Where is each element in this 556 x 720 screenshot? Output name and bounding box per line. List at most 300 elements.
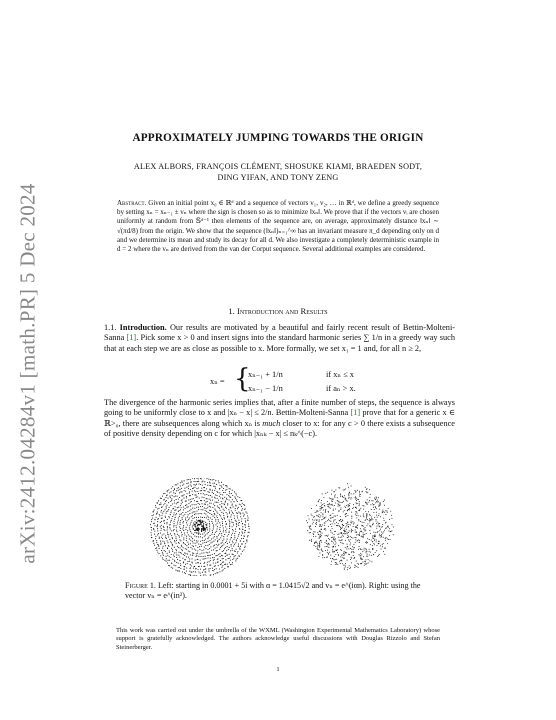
left-plot-point — [208, 479, 209, 480]
left-plot-point — [181, 546, 182, 547]
left-plot-point — [197, 491, 198, 492]
right-plot-point — [311, 508, 312, 509]
left-plot-point — [225, 556, 226, 557]
right-plot-point — [385, 538, 386, 539]
left-plot-point — [181, 553, 182, 554]
left-plot-point — [229, 513, 230, 514]
left-plot-point — [161, 510, 162, 511]
left-plot-point — [227, 503, 228, 504]
left-plot-point — [207, 555, 208, 556]
left-plot-point — [157, 521, 158, 522]
left-plot-point — [182, 485, 183, 486]
left-plot-point — [180, 563, 181, 564]
right-plot-point — [345, 513, 346, 514]
left-plot-point — [164, 541, 165, 542]
right-plot-point — [321, 548, 322, 549]
right-plot-point — [359, 534, 360, 535]
left-plot-point — [167, 519, 168, 520]
right-plot-point — [344, 528, 345, 529]
left-plot-point — [225, 559, 226, 560]
left-plot-point — [242, 523, 243, 524]
right-plot-point — [351, 530, 352, 531]
right-plot-point — [351, 497, 352, 498]
left-plot-point — [189, 491, 190, 492]
left-plot-point — [213, 479, 214, 480]
left-plot-point — [226, 512, 227, 513]
left-plot-point — [185, 517, 186, 518]
left-plot-point — [212, 479, 213, 480]
left-plot-point — [227, 539, 228, 540]
right-plot-point — [366, 552, 367, 553]
right-plot-point — [328, 538, 329, 539]
right-plot-point — [378, 523, 379, 524]
left-plot-point — [155, 505, 156, 506]
left-plot-point — [249, 532, 250, 533]
left-plot-point — [220, 515, 221, 516]
left-plot-point — [209, 523, 210, 524]
right-plot-point — [360, 508, 361, 509]
left-plot-point — [153, 514, 154, 515]
left-plot-point — [208, 495, 209, 496]
left-plot-point — [175, 536, 176, 537]
right-plot-point — [348, 506, 349, 507]
section-heading — [110, 306, 446, 316]
left-plot-point — [223, 550, 224, 551]
right-plot-point — [316, 515, 317, 516]
left-plot-point — [158, 546, 159, 547]
left-plot-point — [213, 528, 214, 529]
right-plot-point — [360, 553, 361, 554]
right-plot-point — [391, 518, 392, 519]
left-plot-point — [169, 517, 170, 518]
left-plot-point — [210, 489, 211, 490]
right-plot-point — [369, 514, 370, 515]
left-plot-point — [241, 500, 242, 501]
right-plot-point — [355, 507, 356, 508]
left-plot-point — [167, 534, 168, 535]
left-plot-point — [231, 510, 232, 511]
left-plot-point — [197, 530, 198, 531]
right-plot-point — [348, 548, 349, 549]
left-plot-point — [205, 534, 206, 535]
left-plot-point — [180, 547, 181, 548]
left-plot-point — [167, 490, 168, 491]
right-plot-point — [352, 530, 353, 531]
left-plot-point — [204, 532, 205, 533]
right-plot-point — [335, 519, 336, 520]
left-plot-point — [185, 564, 186, 565]
left-plot-point — [242, 533, 243, 534]
left-plot-point — [193, 534, 194, 535]
left-plot-point — [195, 550, 196, 551]
right-plot-point — [381, 532, 382, 533]
left-plot-point — [222, 545, 223, 546]
right-plot-point — [356, 503, 357, 504]
left-plot-point — [228, 495, 229, 496]
right-plot-point — [360, 531, 361, 532]
right-plot-point — [375, 506, 376, 507]
right-plot-point — [319, 519, 320, 520]
left-plot-point — [200, 534, 201, 535]
left-plot-point — [158, 544, 159, 545]
right-plot-point — [321, 526, 322, 527]
left-plot-point — [193, 511, 194, 512]
left-plot-point — [197, 520, 198, 521]
right-plot-point — [354, 490, 355, 491]
right-plot-point — [320, 508, 321, 509]
left-plot-point — [214, 534, 215, 535]
right-plot-point — [334, 523, 335, 524]
left-plot-point — [216, 484, 217, 485]
left-plot-point — [160, 502, 161, 503]
right-plot-point — [315, 531, 316, 532]
left-plot-point — [217, 538, 218, 539]
left-plot-point — [201, 550, 202, 551]
left-plot-point — [179, 567, 180, 568]
right-plot-point — [326, 541, 327, 542]
left-plot-point — [159, 504, 160, 505]
left-plot-point — [212, 542, 213, 543]
left-plot-point — [206, 488, 207, 489]
right-plot-point — [325, 530, 326, 531]
right-plot-point — [322, 555, 323, 556]
left-plot-point — [206, 525, 207, 526]
left-plot-point — [170, 505, 171, 506]
right-plot-point — [314, 520, 315, 521]
left-plot-point — [199, 520, 200, 521]
left-plot-point — [235, 555, 236, 556]
left-plot-point — [165, 497, 166, 498]
right-plot-point — [332, 558, 333, 559]
left-plot-point — [153, 511, 154, 512]
left-plot-point — [182, 499, 183, 500]
left-plot-point — [169, 556, 170, 557]
left-plot-point — [194, 484, 195, 485]
left-plot-point — [174, 488, 175, 489]
right-plot-point — [375, 502, 376, 503]
left-plot-point — [229, 562, 230, 563]
left-plot-point — [186, 527, 187, 528]
left-plot-point — [238, 544, 239, 545]
right-plot-point — [339, 520, 340, 521]
right-plot-point — [322, 504, 323, 505]
left-plot-point — [157, 528, 158, 529]
right-plot-point — [344, 531, 345, 532]
right-plot-point — [341, 528, 342, 529]
left-plot-point — [207, 564, 208, 565]
right-plot-point — [349, 541, 350, 542]
right-plot-point — [331, 537, 332, 538]
right-plot-point — [348, 537, 349, 538]
left-plot-point — [196, 507, 197, 508]
left-plot-point — [189, 558, 190, 559]
left-plot-point — [221, 555, 222, 556]
left-plot-point — [199, 549, 200, 550]
left-plot-point — [171, 500, 172, 501]
right-plot-point — [338, 501, 339, 502]
left-plot-point — [192, 504, 193, 505]
right-plot-point — [348, 524, 349, 525]
left-plot-point — [157, 530, 158, 531]
right-plot-point — [351, 531, 352, 532]
left-plot-point — [186, 556, 187, 557]
right-plot-point — [341, 555, 342, 556]
left-plot-point — [180, 520, 181, 521]
left-plot-point — [205, 524, 206, 525]
left-plot-point — [232, 541, 233, 542]
left-plot-point — [187, 479, 188, 480]
right-plot-point — [353, 524, 354, 525]
right-plot-point — [317, 511, 318, 512]
left-plot-point — [204, 487, 205, 488]
right-plot-point — [359, 533, 360, 534]
left-plot-point — [178, 547, 179, 548]
left-plot-point — [182, 482, 183, 483]
left-plot-point — [176, 550, 177, 551]
left-plot-point — [188, 534, 189, 535]
right-plot-point — [340, 527, 341, 528]
right-plot-point — [364, 563, 365, 564]
left-plot-point — [219, 533, 220, 534]
left-plot-point — [161, 521, 162, 522]
left-plot-point — [177, 523, 178, 524]
right-plot-point — [340, 505, 341, 506]
left-plot-point — [172, 537, 173, 538]
right-plot-point — [363, 509, 364, 510]
left-plot-point — [213, 525, 214, 526]
right-plot-point — [363, 522, 364, 523]
right-plot-point — [371, 516, 372, 517]
right-plot-point — [326, 543, 327, 544]
right-plot-point — [361, 536, 362, 537]
left-plot-point — [190, 540, 191, 541]
left-plot-point — [190, 481, 191, 482]
right-plot-point — [377, 531, 378, 532]
right-plot-point — [387, 543, 388, 544]
left-plot-point — [157, 534, 158, 535]
left-plot-point — [180, 552, 181, 553]
left-plot-point — [226, 532, 227, 533]
left-plot-point — [214, 514, 215, 515]
left-plot-point — [192, 541, 193, 542]
left-plot-point — [223, 530, 224, 531]
left-plot-point — [214, 566, 215, 567]
left-plot-point — [182, 528, 183, 529]
left-plot-point — [217, 562, 218, 563]
right-plot-point — [356, 527, 357, 528]
right-plot-point — [363, 515, 364, 516]
left-plot-point — [238, 536, 239, 537]
left-plot-point — [227, 536, 228, 537]
left-plot-point — [215, 488, 216, 489]
right-plot-point — [342, 520, 343, 521]
left-plot-point — [182, 495, 183, 496]
left-plot-point — [203, 566, 204, 567]
left-plot-point — [237, 501, 238, 502]
right-plot-point — [356, 502, 357, 503]
left-plot-point — [192, 512, 193, 513]
left-plot-point — [198, 507, 199, 508]
right-plot-point — [319, 499, 320, 500]
right-plot-point — [332, 501, 333, 502]
left-plot-point — [231, 564, 232, 565]
right-plot-point — [353, 549, 354, 550]
left-plot-point — [213, 560, 214, 561]
right-plot-point — [366, 556, 367, 557]
left-plot-point — [223, 484, 224, 485]
left-plot-point — [232, 533, 233, 534]
right-plot-point — [390, 531, 391, 532]
left-plot-point — [186, 493, 187, 494]
right-plot-point — [345, 540, 346, 541]
right-plot-point — [343, 501, 344, 502]
right-plot-point — [360, 494, 361, 495]
citation-link[interactable]: [1] — [126, 333, 137, 343]
left-plot-point — [239, 549, 240, 550]
left-plot-point — [173, 529, 174, 530]
right-plot-point — [332, 528, 333, 529]
left-plot-point — [192, 548, 193, 549]
left-plot-point — [160, 522, 161, 523]
left-plot-point — [229, 526, 230, 527]
left-plot-point — [207, 529, 208, 530]
right-plot-point — [373, 548, 374, 549]
left-plot-point — [200, 520, 201, 521]
right-plot-point — [325, 521, 326, 522]
left-plot-point — [164, 503, 165, 504]
left-plot-point — [216, 502, 217, 503]
right-plot-point — [377, 517, 378, 518]
right-plot-point — [321, 507, 322, 508]
left-plot-point — [151, 519, 152, 520]
left-plot-point — [209, 482, 210, 483]
left-plot-point — [163, 546, 164, 547]
left-plot-point — [201, 500, 202, 501]
left-plot-point — [216, 531, 217, 532]
left-plot-point — [206, 511, 207, 512]
left-plot-point — [181, 503, 182, 504]
left-plot-point — [212, 554, 213, 555]
left-plot-point — [204, 481, 205, 482]
left-plot-point — [186, 571, 187, 572]
right-plot-point — [352, 521, 353, 522]
right-plot-point — [373, 532, 374, 533]
right-plot-point — [318, 516, 319, 517]
left-plot-point — [167, 510, 168, 511]
left-plot-point — [194, 536, 195, 537]
left-plot-point — [184, 552, 185, 553]
right-plot-point — [315, 523, 316, 524]
right-plot-point — [333, 499, 334, 500]
left-plot-point — [218, 535, 219, 536]
left-plot-point — [235, 520, 236, 521]
right-plot-point — [355, 537, 356, 538]
right-plot-point — [339, 505, 340, 506]
right-plot-point — [310, 526, 311, 527]
left-plot-point — [158, 553, 159, 554]
right-plot-point — [366, 533, 367, 534]
left-plot-point — [230, 507, 231, 508]
left-plot-point — [237, 538, 238, 539]
right-plot-point — [314, 542, 315, 543]
left-plot-point — [247, 520, 248, 521]
right-plot-point — [316, 522, 317, 523]
right-plot-point — [369, 530, 370, 531]
left-plot-point — [225, 490, 226, 491]
left-plot-point — [150, 532, 151, 533]
left-plot-point — [172, 516, 173, 517]
right-plot-point — [315, 546, 316, 547]
left-plot-point — [237, 551, 238, 552]
right-plot-point — [322, 493, 323, 494]
left-plot-point — [169, 565, 170, 566]
left-plot-point — [201, 488, 202, 489]
left-plot-point — [184, 534, 185, 535]
left-plot-point — [202, 481, 203, 482]
right-plot-point — [359, 494, 360, 495]
left-plot-point — [160, 541, 161, 542]
right-plot-point — [362, 522, 363, 523]
left-plot-point — [235, 551, 236, 552]
right-plot-point — [316, 520, 317, 521]
right-plot-point — [376, 541, 377, 542]
right-plot-point — [351, 549, 352, 550]
left-plot-point — [203, 497, 204, 498]
left-plot-point — [222, 558, 223, 559]
right-plot-point — [344, 554, 345, 555]
left-plot-point — [194, 548, 195, 549]
left-plot-point — [222, 555, 223, 556]
right-plot-point — [318, 545, 319, 546]
left-plot-point — [228, 549, 229, 550]
left-plot-point — [200, 541, 201, 542]
right-plot-point — [358, 499, 359, 500]
left-plot-point — [221, 512, 222, 513]
left-plot-point — [198, 532, 199, 533]
left-plot-point — [194, 511, 195, 512]
right-plot-point — [369, 539, 370, 540]
left-plot-point — [217, 523, 218, 524]
left-plot-point — [187, 563, 188, 564]
left-plot-point — [245, 521, 246, 522]
left-plot-point — [192, 555, 193, 556]
right-plot-point — [309, 540, 310, 541]
right-plot-point — [344, 495, 345, 496]
left-plot-point — [179, 539, 180, 540]
right-plot-point — [351, 512, 352, 513]
right-plot-point — [322, 507, 323, 508]
right-plot-point — [367, 492, 368, 493]
page-number: 1 — [276, 666, 280, 673]
equation-case-2: xₙ₋₁ − 1/n — [248, 384, 283, 393]
citation-link[interactable]: [1] — [350, 408, 361, 418]
right-plot-point — [379, 523, 380, 524]
right-plot-point — [365, 487, 366, 488]
left-plot-point — [178, 552, 179, 553]
left-plot-point — [173, 514, 174, 515]
left-plot-point — [186, 500, 187, 501]
right-plot-point — [320, 531, 321, 532]
left-plot-point — [211, 534, 212, 535]
right-plot-point — [337, 564, 338, 565]
left-plot-point — [214, 569, 215, 570]
right-plot-point — [350, 559, 351, 560]
left-plot-point — [217, 555, 218, 556]
left-plot-point — [205, 502, 206, 503]
right-plot-point — [372, 536, 373, 537]
left-plot-point — [192, 542, 193, 543]
right-plot-point — [340, 560, 341, 561]
